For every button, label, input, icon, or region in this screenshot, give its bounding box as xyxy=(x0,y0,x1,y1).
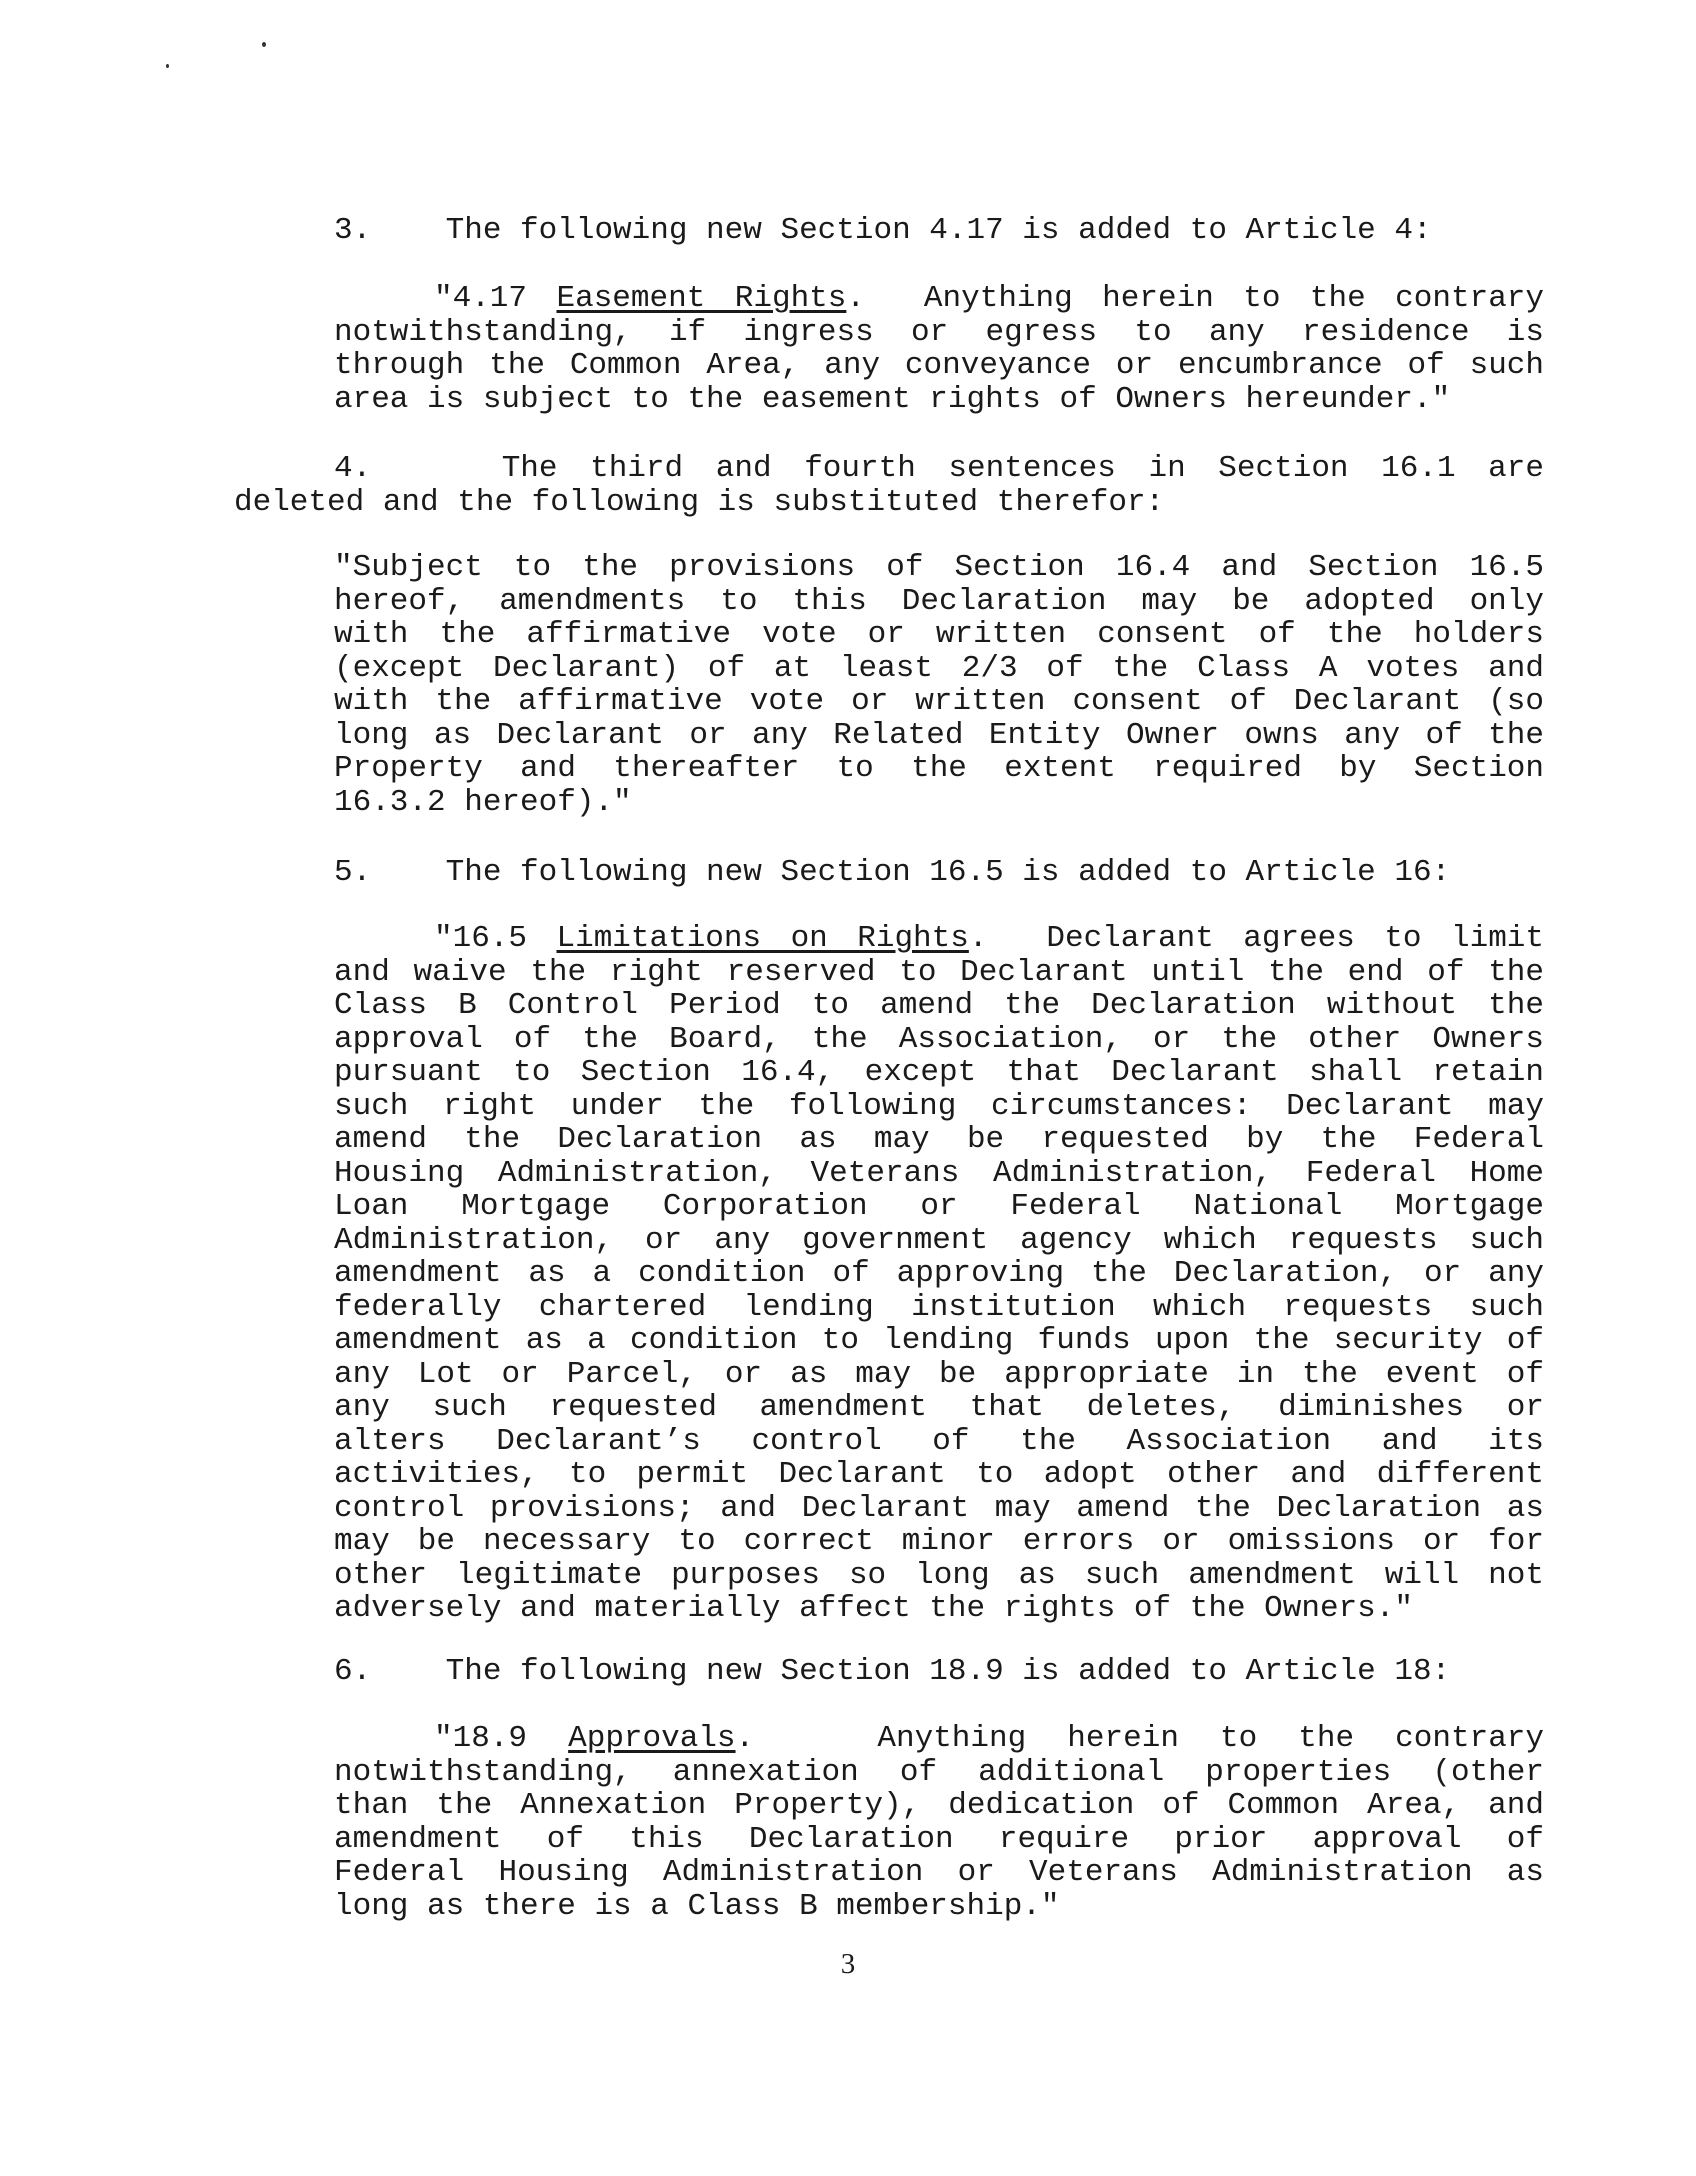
section-title: Easement Rights xyxy=(556,281,847,316)
quote-line: Class B Control Period to amend the Declaration without the xyxy=(334,988,1544,1023)
item-6-quote xyxy=(334,1722,1544,1923)
quote-line: (except Declarant) of at least 2/3 of the Class A votes and xyxy=(334,650,1544,686)
quote-line: any Lot or Parcel, or as may be appropriate in the event of xyxy=(334,1356,1544,1392)
quote-line: alters Declarant’s control of the Association and its xyxy=(334,1423,1544,1459)
quote-line: Administration, or any government agency which requests such xyxy=(334,1222,1544,1258)
quote-line: activities, to permit Declarant to adopt other and different xyxy=(334,1457,1544,1492)
item-5-quote xyxy=(334,922,1544,1626)
quote-line: Loan Mortgage Corporation or Federal National Mortgage xyxy=(334,1189,1544,1224)
quote-line: any such requested amendment that deletes, diminishes or xyxy=(334,1390,1544,1425)
quote-line: with the affirmative vote or written consent of Declarant (so xyxy=(334,684,1544,719)
quote-line: Property and thereafter to the extent required by Section xyxy=(334,751,1544,786)
quote-line: 16.3.2 hereof)." xyxy=(334,784,632,820)
quote-line: Federal Housing Administration or Veterans Administration as xyxy=(334,1855,1544,1890)
quote-line: notwithstanding, if ingress or egress to any residence is xyxy=(334,314,1544,350)
heading-line: deleted and the following is substituted therefor: xyxy=(234,484,1165,520)
quote-line: control provisions; and Declarant may amend the Declaration as xyxy=(334,1490,1544,1526)
item-3-quote xyxy=(334,282,1544,416)
section-title: Limitations on Rights xyxy=(556,921,969,956)
quote-line: Housing Administration, Veterans Administration, Federal Home xyxy=(334,1155,1544,1191)
quote-line: amendment as a condition of approving the Declaration, or any xyxy=(334,1256,1544,1291)
quote-line: amendment as a condition to lending funds upon the security of xyxy=(334,1323,1544,1358)
quote-line: other legitimate purposes so long as such amendment will not xyxy=(334,1557,1544,1593)
quote-line: hereof, amendments to this Declaration may be adopted only xyxy=(334,583,1544,619)
heading-line: 4. The third and fourth sentences in Section 16.1 are xyxy=(334,451,1544,486)
quote-line: than the Annexation Property), dedication of Common Area, and xyxy=(334,1788,1544,1823)
quote-line: area is subject to the easement rights of Owners hereunder." xyxy=(334,381,1451,417)
quote-line: long as Declarant or any Related Entity Owner owns any of the xyxy=(334,717,1544,753)
quote-line: long as there is a Class B membership." xyxy=(334,1888,1060,1924)
quote-line: approval of the Board, the Association, or the other Owners xyxy=(334,1021,1544,1057)
item-3-heading: 3. The following new Section 4.17 is added to Article 4: xyxy=(334,213,1432,248)
item-6-heading: 6. The following new Section 18.9 is added to Article 18: xyxy=(334,1654,1451,1689)
quote-line: and waive the right reserved to Declarant until the end of the xyxy=(334,954,1544,990)
scan-speck xyxy=(262,42,266,47)
quote-first-line: "18.9 Approvals. Anything herein to the contrary xyxy=(434,1721,1545,1756)
quote-first-line: "4.17 Easement Rights. Anything herein to the contrary xyxy=(434,281,1545,316)
quote-line: notwithstanding, annexation of additional properties (other xyxy=(334,1754,1544,1790)
quote-line: federally chartered lending institution which requests such xyxy=(334,1289,1544,1325)
quote-line: adversely and materially affect the rights of the Owners." xyxy=(334,1591,1413,1626)
item-4-heading xyxy=(234,452,1544,519)
quote-line: may be necessary to correct minor errors or omissions or for xyxy=(334,1524,1544,1559)
page-number: 3 xyxy=(840,1948,856,1980)
scan-speck xyxy=(166,64,169,68)
item-5-heading: 5. The following new Section 16.5 is added to Article 16: xyxy=(334,855,1451,890)
quote-line: with the affirmative vote or written consent of the holders xyxy=(334,617,1544,652)
quote-line: "Subject to the provisions of Section 16.4 and Section 16.5 xyxy=(334,550,1544,585)
quote-line: amend the Declaration as may be requested by the Federal xyxy=(334,1122,1544,1157)
quote-line: through the Common Area, any conveyance or encumbrance of such xyxy=(334,348,1544,383)
item-4-quote xyxy=(334,551,1544,819)
quote-line: pursuant to Section 16.4, except that Declarant shall retain xyxy=(334,1055,1544,1090)
quote-line: amendment of this Declaration require prior approval of xyxy=(334,1821,1544,1857)
quote-first-line: "16.5 Limitations on Rights. Declarant agrees to limit xyxy=(434,921,1545,956)
quote-line: such right under the following circumstances: Declarant may xyxy=(334,1088,1544,1124)
section-title: Approvals xyxy=(568,1721,736,1756)
